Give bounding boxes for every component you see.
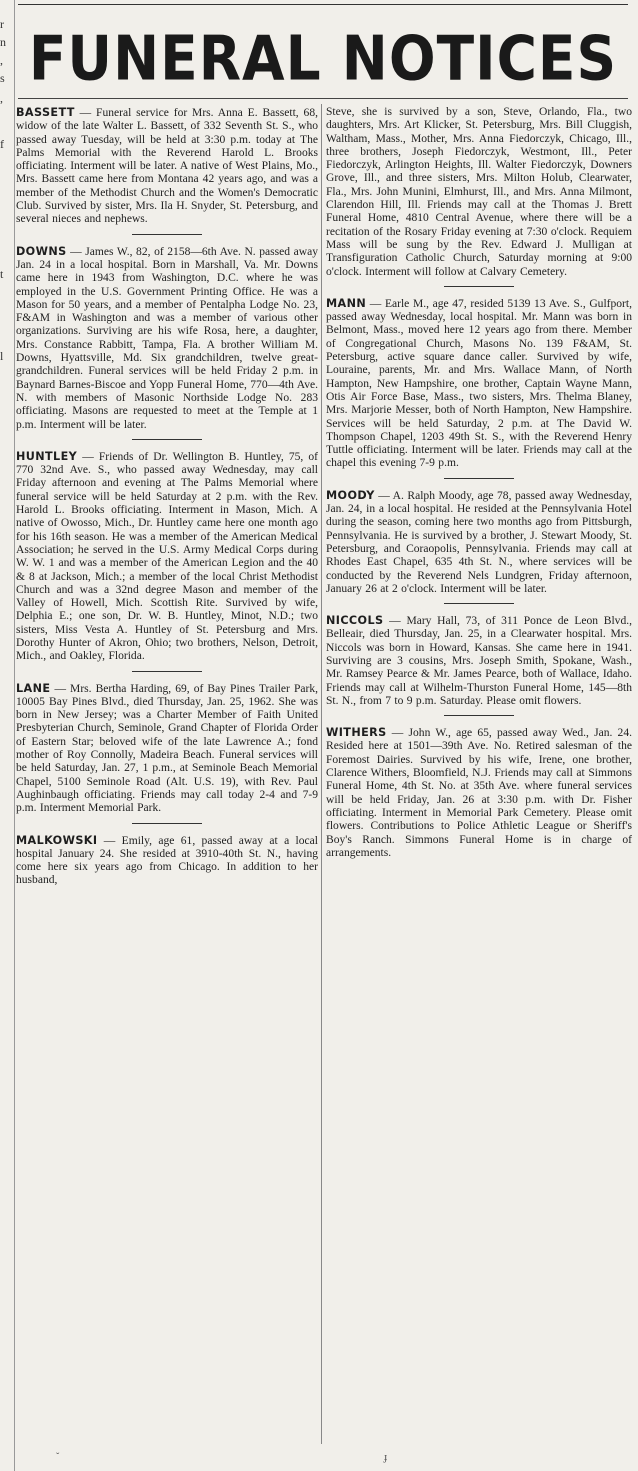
notice-divider (444, 603, 514, 604)
edge-fragment: n (0, 36, 6, 48)
right-column (326, 106, 632, 860)
notice-name: MOODY (326, 488, 375, 502)
notice-name: LANE (16, 681, 51, 695)
notice-mann (326, 297, 632, 471)
notice-name: MALKOWSKI (16, 833, 98, 847)
notice-malkowski-continued (326, 106, 632, 279)
edge-fragment: t (0, 268, 4, 280)
notice-divider (444, 286, 514, 287)
notice-name: NICCOLS (326, 614, 384, 628)
notice-downs (16, 245, 318, 432)
edge-fragment: f (0, 138, 4, 150)
edge-fragment: l (0, 350, 4, 362)
footer-mark: ɟ (384, 1452, 388, 1463)
left-column (16, 106, 318, 888)
notice-withers (326, 726, 632, 860)
headline-rule (18, 98, 628, 99)
notice-bassett (16, 106, 318, 227)
edge-fragment: r (0, 18, 4, 30)
page-title: FUNERAL NOTICES (28, 22, 618, 95)
edge-fragment: s (0, 72, 5, 84)
edge-fragment: , (0, 54, 3, 66)
notice-divider (132, 439, 202, 440)
notice-huntley (16, 450, 318, 664)
notice-text: Steve, she is survived by a son, Steve, Orlando, Fla., two daughters, Mrs. Art Klicker, St. Petersburg, Mrs. Bill Cluggish, Waltham, Mass., Mother, Mrs. Anna Fiedorczyk, Chicago, Ill., three brothers, Joseph Fiedorczyk, Westmont, Ill., Peter Fiedorczyk, Arlington Heights, Ill. Walter Fiedorczyk, Downers Grove, Ill., and three sisters, Mrs. Milton Holub, Clearwater, Fla., Mrs. John Munini, Elmhurst, Ill., and Mrs. Anna Milmont, Clarendon Hill, Ill. Friends may call at the Thomas J. Brett Funeral Home, 4810 Central Avenue, where there will be a recitation of the Rosary Friday evening at 7:30 o'clock. Requiem Mass will be sung by the Rev. Edward J. Mulligan at Transfiguration Catholic Church, Saturday morning at 9:00 o'clock. Interment will follow at Calvary Cemetery. (326, 106, 632, 278)
notice-text: — Friends of Dr. Wellington B. Huntley, 75, of 770 32nd Ave. S., who passed away Wednesday, may call Friday afternoon and evening at The Palms Memorial where funeral service will be held Saturday at 2 p.m. with the Rev. Harold L. Brooks officiating. Interment in Mason, Mich. A native of Owosso, Mich., Dr. Huntley came here one month ago for his 16th season. He was a member of the American Medical Association; he served in the U.S. Army Medical Corps during W. W. 1 and was a member of the American Legion and the 40 & 8 at Jackson, Mich.; a member of the local Christ Methodist Church and was a 32nd degree Mason and member of the Valley of Howell, Mich. Scottish Rite. Survived by wife, Delphia E.; one son, Dr. W. B. Huntley, Minot, N.D.; two sisters, Miss Vesta A. Huntley of St. Petersburg and Mrs. Dorothy Hunter of Akron, Ohio; two brothers, Nelson, Detroit, Mich., and Oakley, Florida. (16, 450, 318, 663)
notice-divider (132, 234, 202, 235)
notice-name: WITHERS (326, 726, 387, 740)
left-fold-line (14, 0, 15, 1471)
notice-divider (132, 671, 202, 672)
notice-malkowski (16, 834, 318, 888)
notice-niccols (326, 614, 632, 708)
notice-moody (326, 489, 632, 596)
notice-text: — A. Ralph Moody, age 78, passed away Wednesday, Jan. 24, in a local hospital. He resided at the Pennsylvania Hotel during the season, coming here two months ago from Pittsburgh, Pennsylvania. He is survived by a brother, J. Stewart Moody, St. Petersburg, and Coraopolis, Pennsylvania. Friends may call at Rhodes East Chapel, 635 4th St. N., where services will be conducted by the Reverend Nels Lundgren, Friday afternoon, January 26 at 2 o'clock. Interment will be later. (326, 489, 632, 595)
notice-text: — Emily, age 61, passed away at a local hospital January 24. She resided at 3910-40th St. N., having come here six years ago from Chicago. In addition to her husband, (16, 834, 318, 887)
column-separator (321, 104, 322, 1444)
top-rule (18, 4, 628, 5)
edge-fragment: , (0, 92, 3, 104)
footer-mark: ˇ (56, 1452, 60, 1463)
notice-text: — Mrs. Bertha Harding, 69, of Bay Pines Trailer Park, 10005 Bay Pines Blvd., died Thursday, Jan. 25, 1962. She was born in New Jersey; was a Charter Member of Faith United Presbyterian Church, Seminole, Grand Chapter of Florida Order of Eastern Star; beloved wife of the late Lawrence A.; fond mother of Roy Connolly, Madeira Beach. Funeral services will be held Saturday, Jan. 27, 1 p.m., at Seminole Beach Memorial Chapel, 5100 Seminole Road (Alt. U.S. 19), with Rev. Paul Aughinbaugh officiating. Friends may call today 2-4 and 7-9 p.m. Interment Memorial Park. (16, 682, 318, 815)
notice-name: DOWNS (16, 244, 67, 258)
notice-lane (16, 682, 318, 816)
notice-divider (132, 823, 202, 824)
notice-text: — Earle M., age 47, resided 5139 13 Ave. S., Gulfport, passed away Wednesday, local hospital. Mr. Mann was born in Belmont, Mass., moved here 12 years ago from there. Member of Congregational Church, Masons No. 139 F&AM, St. Petersburg, active square dance caller. Survived by wife, Louraine, parents, Mr. and Mrs. Wallace Mann, of North Hampton, New Hampshire, one brother, Captain Wayne Mann, Otis Air Force Base, Mass., two sisters, Mrs. Thelma Blaney, Mrs. Marjorie Messer, both of North Hampton, New Hampshire. Services will be held Saturday, 2 p.m. at The David W. Thompson Chapel, 1203 49th St. S., with the Reverend Henry Tuttle officiating. Interment will be later. Friends may call at the chapel this evening 7-9 p.m. (326, 297, 632, 470)
notice-divider (444, 715, 514, 716)
notice-text: — John W., age 65, passed away Wed., Jan. 24. Resided here at 1501—39th Ave. No. Retired salesman of the Foremost Dairies. Survived by his wife, Irene, one brother, Clarence Withers, Bloomfield, N.J. Friends may call at Simmons Funeral Home, 4th St. No. at 35th Ave. where funeral services will be held Friday, Jan. 26 at 3:30 p.m. with Dr. Fisher officiating. Interment in Memorial Park Cemetery. Please omit flowers. Contributions to Police Athletic League or Sheriff's Boy's Ranch. Simmons Funeral Home is in charge of arrangements. (326, 727, 632, 859)
notice-text: — James W., 82, of 2158—6th Ave. N. passed away Jan. 24 in a local hospital. Born in Marshall, Va. Mr. Downs came here in 1943 from Washington, D.C. where he was employed in the U.S. Government Printing Office. He was a Mason for 50 years, and a member of Pentalpha Lodge No. 23, F&AM in Washington and was a member of various other organizations. Surviving are his wife Rosa, here, a daughter, Mrs. Constance Rabbitt, Tampa, Fla. A brother William M. Downs, Hyattsville, Md. Six grandchildren, twelve great-grandchildren. Funeral services will be held Friday 2 p.m. in Baynard Barnes-Biscoe and Yopp Funeral Home, 770—4th Ave. N. with members of Masonic Northside Lodge No. 283 officiating. Masons are requested to meet at the Temple at 1 p.m. Interment will be later. (16, 245, 318, 431)
notice-name: MANN (326, 296, 367, 310)
notice-text: — Mary Hall, 73, of 311 Ponce de Leon Blvd., Belleair, died Thursday, Jan. 25, in a Clearwater hospital. Mrs. Niccols was born in Howard, Kansas. She came here in 1941. Surviving are 3 cousins, Mrs. Joseph Smith, Spokane, Wash., Mr. Ramsey Pearce & Mr. James Pearce, both of Wallace, Idaho. Friends may call at Wilhelm-Thurston Funeral Home, 145—8th St. N., from 7 to 9 p.m. Saturday. Please omit flowers. (326, 615, 632, 707)
notice-divider (444, 478, 514, 479)
notice-name: HUNTLEY (16, 449, 78, 463)
notice-name: BASSETT (16, 106, 75, 119)
notice-text: — Funeral service for Mrs. Anna E. Bassett, 68, widow of the late Walter L. Bassett, of 332 Seventh St. S., who passed away Tuesday, will be held at 3:30 p.m. today at The Palms Memorial with the Reverend Harold L. Brooks officiating. Interment will be later. A native of West Plains, Mo., Mrs. Bassett came here from Montana 42 years ago, and was a member of the Methodist Church and the Women's Democratic Club. Survived by sister, Mrs. Ila H. Snyder, St. Petersburg, and several nieces and nephews. (16, 107, 318, 226)
